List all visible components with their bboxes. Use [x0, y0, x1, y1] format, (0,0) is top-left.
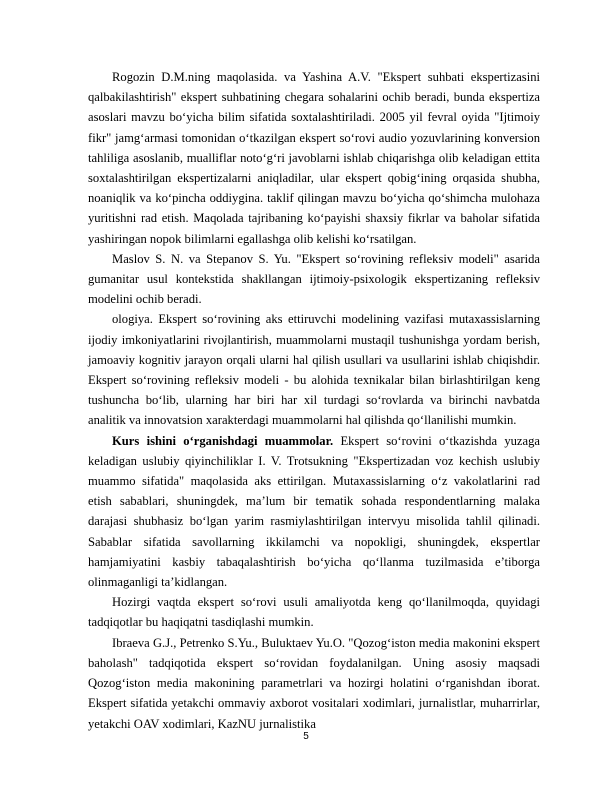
paragraph-text: Ibraeva G.J., Petrenko S.Yu., Buluktaev Yu.O. "Qozog‘iston media makonini ekspert baholash" tadqiqotida ekspert so‘rovidan foydalanilgan. Uning asosiy maqsadi Qozog‘iston media makonining parametrlari va hozirgi holatini o‘rganishdan iborat. Ekspert sifatida yetakchi ommaviy axborot vositalari xodimlari, jurnalistlar, muharrirlar, yetakchi OAV xodimlari, KazNU jurnalistika [88, 635, 540, 731]
paragraph-text: Ekspert so‘rovini o‘tkazishda yuzaga keladigan uslubiy qiyinchiliklar I. V. Trotsukning "Ekspertizadan voz kechish uslubiy muammo sifatida" maqolasida aks ettirilgan. Mutaxassislarning o‘z vakolatlarini rad etish sabablari, shuningdek, ma’lum bir tematik sohada respondentlarning malaka darajasi shubhasiz bo‘lgan yarim rasmiylashtirilgan intervyu misolida tahlil qilinadi. Sabablar sifatida savollarning ikkilamchi va nopokligi, shuningdek, ekspertlar hamjamiyatini kasbiy tabaqalashtirish bo‘yicha qo‘llanma tuzilmasida e’tiborga olinmaganligi ta’kidlangan. [88, 433, 540, 590]
paragraph-ibraeva [88, 633, 540, 734]
paragraph-text: Maslov S. N. va Stepanov S. Yu. "Ekspert so‘rovining refleksiv modeli" asarida gumanitar usul kontekstida shakllangan ijtimoiy-psixologik ekspertizaning refleksiv modelini ochib beradi. [88, 251, 540, 307]
paragraph-coursework-problems [88, 431, 540, 593]
paragraph-reflexive-model [88, 309, 540, 430]
paragraph-text: ologiya. Ekspert so‘rovining aks ettiruvchi modelining vazifasi mutaxassislarning ijodiy imkoniyatlarini rivojlantirish, muammolarni mustaqil tushunishga yordam berish, jamoaviy kognitiv jarayon orqali ularni hal qilish usullari va usullarini ishlab chiqishdir. Ekspert so‘rovining refleksiv modeli - bu alohida texnikalar bilan birlashtirilgan keng tushuncha bo‘lib, ularning har biri har xil turdagi so‘rovlarda va birinchi navbatda analitik va innovatsion xarakterdagi muammolarni hal qilishda qo‘llanilishi mumkin. [88, 312, 540, 428]
paragraph-maslov [88, 249, 540, 310]
document-body [88, 67, 540, 734]
paragraph-lead-bold: Kurs ishini o‘rganishdagi muammolar. [112, 433, 334, 448]
paragraph-current-usage [88, 592, 540, 632]
page-number: 5 [303, 731, 309, 742]
paragraph-rogozin [88, 67, 540, 249]
paragraph-text: Hozirgi vaqtda ekspert so‘rovi usuli amaliyotda keng qo‘llanilmoqda, quyidagi tadqiqotlar bu haqiqatni tasdiqlashi mumkin. [88, 595, 540, 630]
paragraph-text: Rogozin D.M.ning maqolasida. va Yashina A.V. "Ekspert suhbati ekspertizasini qalbakilashtirish" ekspert suhbatining chegara sohalarini ochib beradi, bunda ekspertiza asoslari mavzu bo‘yicha bilim sifatida soxtalashtiriladi. 2005 yil fevral oyida "Ijtimoiy fikr" jamg‘armasi tomonidan o‘tkazilgan ekspert so‘rovi audio yozuvlarining konversion tahliliga asoslanib, mualliflar noto‘g‘ri javoblarni ishlab chiqarishga olib keladigan ettita soxtalashtirilgan ekspertizalarni aniqladilar, ular ekspert qobig‘ining orqasida shubha, noaniqlik va ko‘pincha oddiygina. taklif qilingan mavzu bo‘yicha qo‘shimcha mulohaza yuritishni rad etish. Maqolada tajribaning ko‘payishi shaxsiy fikrlar va baholar sifatida yashiringan nopok bilimlarni egallashga olib kelishi ko‘rsatilgan. [88, 70, 540, 246]
